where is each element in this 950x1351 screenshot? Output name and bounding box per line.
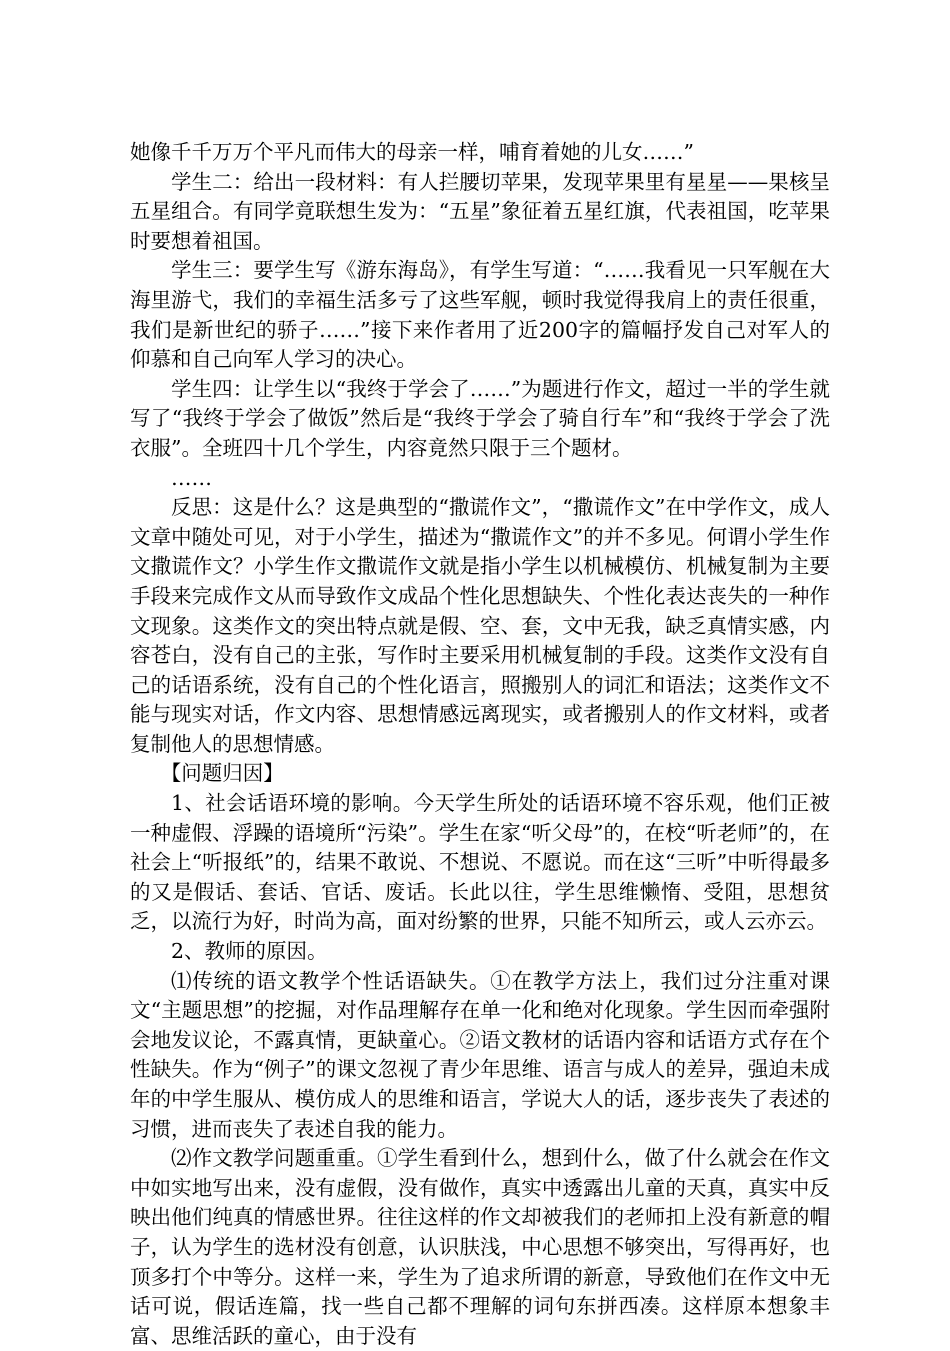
section-heading-problem-causes: 【问题归因】: [160, 761, 284, 786]
paragraph-traditional-teaching: ⑴传统的语文教学个性话语缺失。①在教学方法上，我们过分注重对课文“主题思想”的挖掘，对作品理解存在单一化和绝对化现象。学生因而牵强附会地发议论，不露真情，更缺童心。②语文教材的话语内容和话语方式存在个性缺失。作为“例子”的课文忽视了青少年思维、语言与成人的差异，强迫未成年的中学生服从、模仿成人的思维和语言，学说大人的话，逐步丧失了表述的习惯，进而丧失了表述自我的能力。: [130, 968, 830, 1141]
document-page: [130, 138, 830, 1351]
paragraph-cause-teacher: 2、教师的原因。: [171, 939, 328, 964]
paragraph-continuation: 她像千千万万个平凡而伟大的母亲一样，哺育着她的儿女……”: [130, 140, 694, 164]
paragraph-ellipsis: ……: [171, 465, 212, 490]
paragraph-student-four: 学生四：让学生以“我终于学会了……”为题进行作文，超过一半的学生就写了“我终于学会了做饭”然后是“我终于学会了骑自行车”和“我终于学会了洗衣服”。全班四十几个学生，内容竟然只限于三个题材。: [130, 376, 830, 460]
paragraph-reflection: 反思：这是什么？这是典型的“撒谎作文”，“撒谎作文”在中学作文，成人文章中随处可见，对于小学生，描述为“撒谎作文”的并不多见。何谓小学生作文撒谎作文？小学生作文撒谎作文就是指小学生以机械模仿、机械复制为主要手段来完成作文从而导致作文成品个性化思想缺失、个性化表达丧失的一种作文现象。这类作文的突出特点就是假、空、套，文中无我，缺乏真情实感，内容苍白，没有自己的主张，写作时主要采用机械复制的手段。这类作文没有自己的话语系统，没有自己的个性化语言，照搬别人的词汇和语法；这类作文不能与现实对话，作文内容、思想情感远离现实，或者搬别人的作文材料，或者复制他人的思想情感。: [130, 495, 830, 756]
paragraph-writing-teaching-problems: ⑵作文教学问题重重。①学生看到什么，想到什么，做了什么就会在作文中如实地写出来，没有虚假，没有做作，真实中透露出儿童的天真，真实中反映出他们纯真的情感世界。往往这样的作文却被我们的老师扣上没有新意的帽子，认为学生的选材没有创意，认识肤浅，中心思想不够突出，写得再好，也顶多打个中等分。这样一来，学生为了追求所谓的新意，导致他们在作文中无话可说，假话连篇，找一些自己都不理解的词句东拼西凑。这样原本想象丰富、思维活跃的童心，由于没有: [130, 1146, 830, 1348]
paragraph-student-two: 学生二：给出一段材料：有人拦腰切苹果，发现苹果里有星星——果核呈五星组合。有同学竟联想生发为：“五星”象征着五星红旗，代表祖国，吃苹果时要想着祖国。: [130, 169, 830, 253]
paragraph-cause-social-environment: 1、社会话语环境的影响。今天学生所处的话语环境不容乐观，他们正被一种虚假、浮躁的语境所“污染”。学生在家“听父母”的，在校“听老师”的，在社会上“听报纸”的，结果不敢说、不想说、不愿说。而在这“三听”中听得最多的又是假话、套话、官话、废话。长此以往，学生思维懒惰、受阻，思想贫乏，以流行为好，时尚为高，面对纷繁的世界，只能不知所云，或人云亦云。: [130, 791, 830, 934]
paragraph-student-three: 学生三：要学生写《游东海岛》，有学生写道：“……我看见一只军舰在大海里游弋，我们的幸福生活多亏了这些军舰，顿时我觉得我肩上的责任很重，我们是新世纪的骄子……”接下来作者用了近200字的篇幅抒发自己对军人的仰慕和自己向军人学习的决心。: [130, 258, 830, 372]
